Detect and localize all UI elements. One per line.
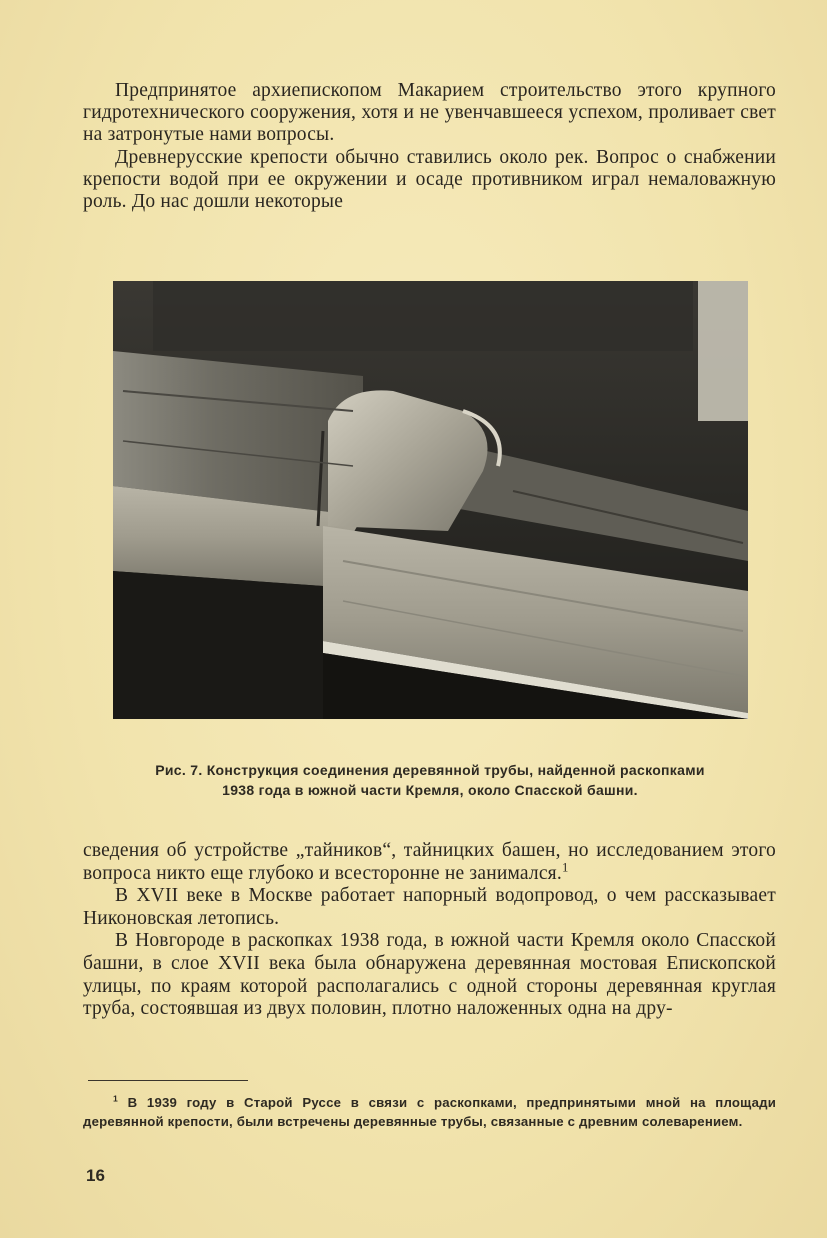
paragraph-tainiki: [83, 840, 776, 885]
footnote: [83, 1093, 776, 1131]
footnote-marker: 1: [113, 1093, 118, 1104]
paragraph-tainiki-text: сведения об устройстве „тайников“, тайницких башен, но исследованием этого вопроса никто еще глубоко и всесторонне не занимался.: [83, 840, 776, 884]
bottom-text: [83, 840, 776, 1021]
footnote-text: В 1939 году в Старой Руссе в связи с раскопками, предпринятыми мной на площади деревянной крепости, были встречены деревянные трубы, связанные с древним солеварением.: [83, 1095, 777, 1129]
page-number: 16: [86, 1166, 105, 1185]
figure-caption: [100, 760, 760, 800]
paragraph-novgorod: В Новгороде в раскопках 1938 года, в южной части Кремля около Спасской башни, в слое XVII века была обнаружена деревянная мостовая Епископской улицы, по краям которой располагались с одной стороны деревянная круглая труба, состоявшая из двух половин, плотно наложенных одна на дру-: [83, 930, 776, 1020]
caption-line-1: Рис. 7. Конструкция соединения деревянной трубы, найденной раскопками: [155, 762, 705, 778]
paragraph-fortresses: Древнерусские крепости обычно ставились около рек. Вопрос о снабжении крепости водой при ее окружении и осаде противником играл немаловажную роль. До нас дошли некоторые: [83, 146, 776, 213]
top-text: [83, 80, 776, 213]
paragraph-macarius: Предпринятое архиепископом Макарием строительство этого крупного гидротехнического сооружения, хотя и не увенчавшееся успехом, проливает свет на затронутые нами вопросы.: [83, 80, 776, 146]
caption-line-2: 1938 года в южной части Кремля, около Спасской башни.: [222, 782, 638, 798]
photo-illustration: [113, 281, 748, 719]
footnote-divider: [88, 1080, 248, 1081]
footnote-reference: 1: [561, 860, 569, 875]
photo-wooden-pipe-joint: [113, 281, 748, 719]
paragraph-moscow: В XVII веке в Москве работает напорный водопровод, о чем рассказывает Никоновская летопись.: [83, 885, 776, 929]
